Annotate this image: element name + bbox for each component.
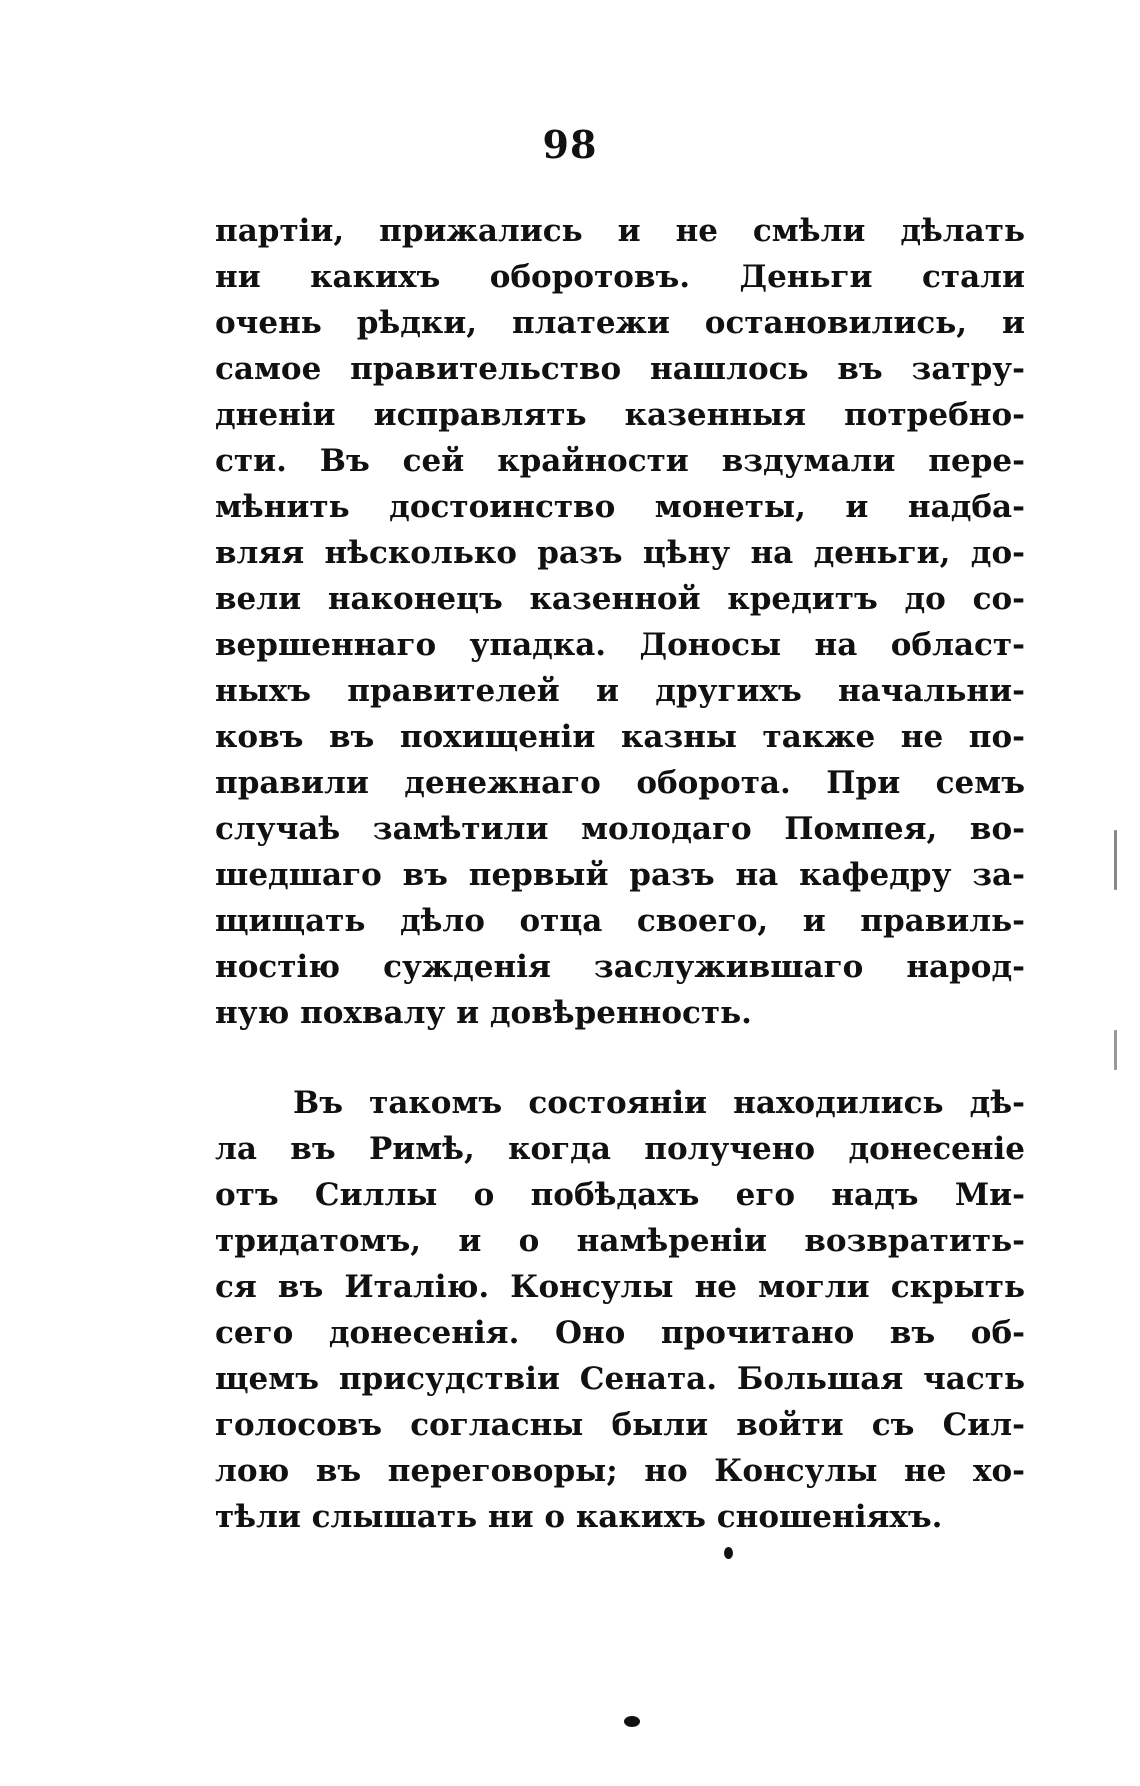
paragraph-2	[215, 1080, 1025, 1540]
ink-speck	[724, 1547, 733, 1559]
text-line: очень рѣдки, платежи остановились, и	[215, 305, 1025, 341]
text-line: вляя нѣсколько разъ цѣну на деньги, до-	[215, 535, 1025, 571]
text-line: тѣли слышать ни о какихъ сношеніяхъ.	[215, 1499, 943, 1535]
text-line: Въ такомъ состояніи находились дѣ-	[293, 1085, 1025, 1121]
text-line: ныхъ правителей и другихъ начальни-	[215, 673, 1025, 709]
ink-speck	[624, 1716, 640, 1727]
text-line: сти. Въ сей крайности вздумали пере-	[215, 443, 1025, 479]
text-line: тридатомъ, и о намѣреніи возвратить-	[215, 1223, 1025, 1259]
text-line: вершеннаго упадка. Доносы на област-	[215, 627, 1025, 663]
text-line: вели наконецъ казенной кредитъ до со-	[215, 581, 1025, 617]
text-line: лою въ переговоры; но Консулы не хо-	[215, 1453, 1025, 1489]
text-line: ла въ Римѣ, когда получено донесеніе	[215, 1131, 1025, 1167]
text-line: отъ Силлы о побѣдахъ его надъ Ми-	[215, 1177, 1025, 1213]
text-line: шедшаго въ первый разъ на кафедру за-	[215, 857, 1025, 893]
text-line: мѣнить достоинство монеты, и надба-	[215, 489, 1025, 525]
text-line: щищать дѣло отца своего, и правиль-	[215, 903, 1025, 939]
paragraph-1	[215, 208, 1025, 1036]
text-line: ся въ Италію. Консулы не могли скрыть	[215, 1269, 1025, 1305]
text-line: сего донесенія. Оно прочитано въ об-	[215, 1315, 1025, 1351]
scan-mark	[1114, 1030, 1117, 1070]
text-line: ную похвалу и довѣренность.	[215, 995, 752, 1031]
text-line: ностію сужденія заслужившаго народ-	[215, 949, 1025, 985]
text-line: партіи, прижались и не смѣли дѣлать	[215, 213, 1025, 249]
text-line: самое правительство нашлось въ затру-	[215, 351, 1025, 387]
text-line: щемъ присудствіи Сената. Большая часть	[215, 1361, 1025, 1397]
text-line: случаѣ замѣтили молодаго Помпея, во-	[215, 811, 1025, 847]
page-number: 98	[542, 122, 598, 167]
text-line: ни какихъ оборотовъ. Деньги стали	[215, 259, 1025, 295]
text-line: ковъ въ похищеніи казны также не по-	[215, 719, 1025, 755]
scan-mark	[1114, 830, 1117, 890]
text-line: голосовъ согласны были войти съ Сил-	[215, 1407, 1025, 1443]
text-line: дненіи исправлять казенныя потребно-	[215, 397, 1025, 433]
text-line: правили денежнаго оборота. При семъ	[215, 765, 1025, 801]
